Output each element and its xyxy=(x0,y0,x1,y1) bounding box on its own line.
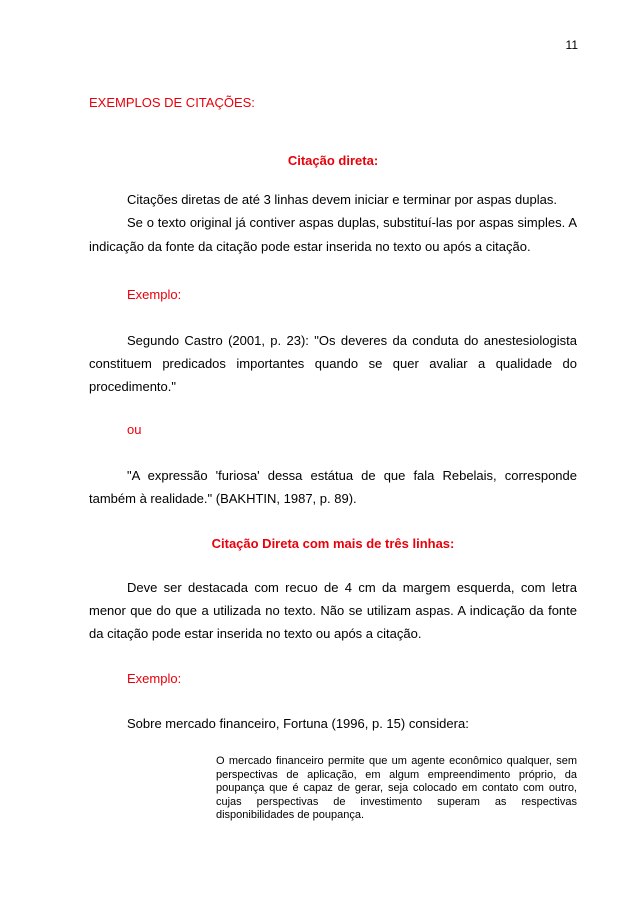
or-label: ou xyxy=(127,422,142,437)
example-1-text: Segundo Castro (2001, p. 23): "Os deveres da conduta do anestesiologista constituem predicados importantes quando se quer avaliar a qualidade do procedimento." xyxy=(89,333,577,394)
long-citation-title: Citação Direta com mais de três linhas: xyxy=(211,536,455,551)
direct-citation-paragraph-1: Citações diretas de até 3 linhas devem iniciar e terminar por aspas duplas. xyxy=(127,192,557,207)
section-heading: EXEMPLOS DE CITAÇÕES: xyxy=(89,95,255,110)
page-content xyxy=(89,92,577,823)
direct-citation-title: Citação direta: xyxy=(287,153,379,168)
page-number: 11 xyxy=(565,38,578,52)
example-2-text: "A expressão 'furiosa' dessa estátua de que fala Rebelais, corresponde também à realidade." (BAKHTIN, 1987, p. 89). xyxy=(89,468,577,506)
example-3-intro: Sobre mercado financeiro, Fortuna (1996, p. 15) considera: xyxy=(127,716,469,731)
long-citation-paragraph: Deve ser destacada com recuo de 4 cm da margem esquerda, com letra menor que do que a utilizada no texto. Não se utilizam aspas. A indicação da fonte da citação pode estar inserida no texto ou após a citação. xyxy=(89,580,577,641)
example-label-2: Exemplo: xyxy=(127,671,182,686)
example-label-1: Exemplo: xyxy=(127,287,182,302)
direct-citation-paragraph-2: Se o texto original já contiver aspas duplas, substituí-las por aspas simples. A indicação da fonte da citação pode estar inserida no texto ou após a citação. xyxy=(89,215,577,254)
block-quote: O mercado financeiro permite que um agente econômico qualquer, sem perspectivas de aplicação, em algum empreendimento próprio, da poupança que é capaz de gerar, seja colocado em contato com outro, cujas perspectivas de investimento superam as respectivas disponibilidades de poupança. xyxy=(216,755,577,821)
